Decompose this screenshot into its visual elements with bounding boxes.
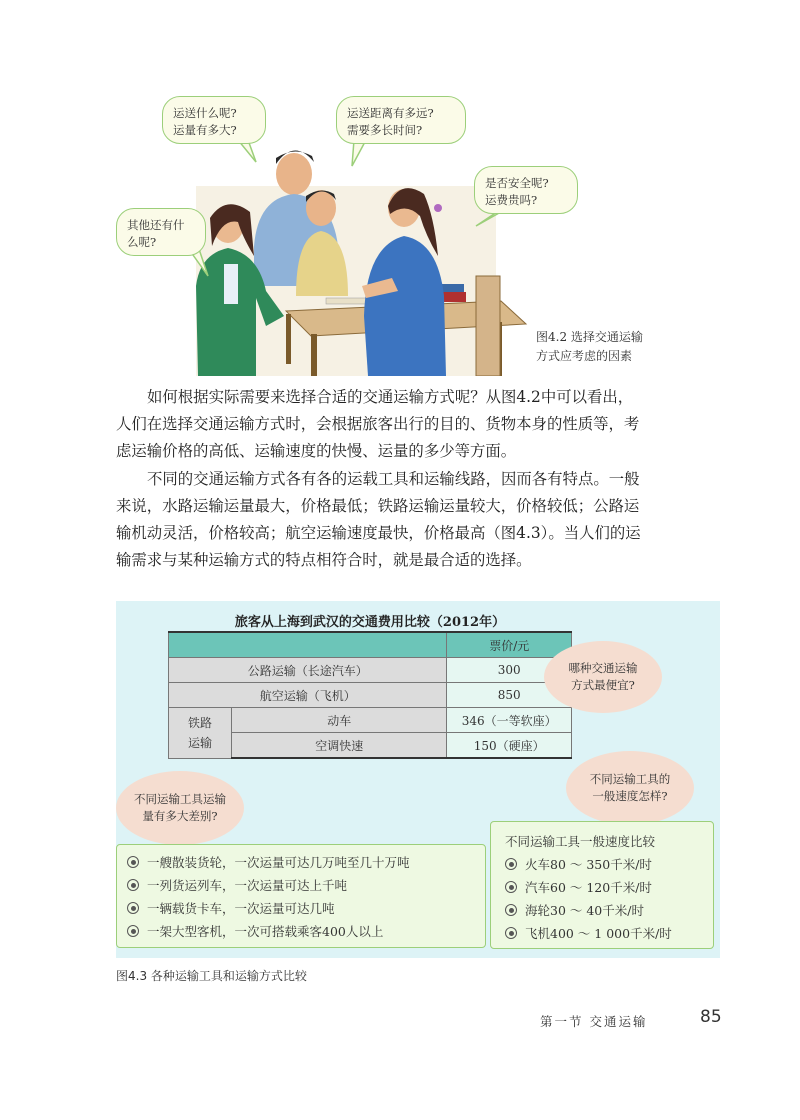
bullet-icon xyxy=(505,858,517,870)
paragraph-1 xyxy=(116,384,720,465)
list-item xyxy=(505,922,713,945)
bubble-text: 是否安全呢? xyxy=(485,176,549,190)
table-cell-label: 公路运输（长途汽车） xyxy=(169,658,447,683)
list-item xyxy=(505,853,713,876)
capacity-list-box xyxy=(116,844,486,948)
speech-bubble-distance xyxy=(336,96,466,144)
list-item-text: 飞机400 ～ 1 000千米/时 xyxy=(525,926,672,941)
text-line: 来说，水路运输运量最大，价格最低；铁路运输运量较大，价格较低；公路运 xyxy=(116,497,640,515)
speech-bubble-other xyxy=(116,208,206,256)
rail-group-text: 运输 xyxy=(187,735,212,750)
list-item xyxy=(505,899,713,922)
speech-bubble-safety xyxy=(474,166,578,214)
bubble-capacity xyxy=(116,771,244,845)
table-header-empty xyxy=(169,632,447,658)
bullet-icon xyxy=(505,904,517,916)
bubble-cheapest xyxy=(544,641,662,713)
bubble-text: 么呢? xyxy=(127,235,157,249)
text-line: 输机动灵活，价格较高；航空运输速度最快，价格最高（图4.3）。当人们的运 xyxy=(116,524,641,542)
text-line: 不同的交通运输方式各有各的运载工具和运输线路，因而各有特点。一般 xyxy=(147,470,640,488)
bullet-icon xyxy=(127,856,139,868)
list-item-text: 一艘散装货轮，一次运量可达几万吨至几十万吨 xyxy=(147,855,410,870)
bubble-text: 不同运输工具的 xyxy=(589,772,671,786)
list-item xyxy=(127,897,485,920)
bubble-text: 不同运输工具运输 xyxy=(134,792,226,806)
figure-4-3-caption: 图4.3 各种运输工具和运输方式比较 xyxy=(116,969,307,983)
table-row xyxy=(169,708,572,733)
bullet-icon xyxy=(505,927,517,939)
table-cell-price: 150（硬座） xyxy=(447,733,572,759)
list-item xyxy=(505,876,713,899)
bubble-text: 其他还有什 xyxy=(127,218,185,232)
list-item-text: 一架大型客机，一次可搭载乘客400人以上 xyxy=(147,924,384,939)
table-row xyxy=(169,658,572,683)
table-header-row xyxy=(169,632,572,658)
bubble-text: 运量有多大? xyxy=(173,123,237,137)
bubble-speed xyxy=(566,751,694,825)
caption-line: 图4.2 选择交通运输 xyxy=(536,330,643,344)
text-line: 人们在选择交通运输方式时，会根据旅客出行的目的、货物本身的性质等，考 xyxy=(116,415,640,433)
table-cell-price: 300 xyxy=(447,658,572,683)
rail-group-text: 铁路 xyxy=(187,715,212,730)
table-title: 旅客从上海到武汉的交通费用比较（2012年） xyxy=(234,615,506,630)
list-item-text: 汽车60 ～ 120千米/时 xyxy=(525,880,652,895)
text-line: 如何根据实际需要来选择合适的交通运输方式呢？从图4.2中可以看出， xyxy=(147,388,634,406)
bubble-text: 量有多大差别? xyxy=(142,809,218,823)
bubble-text: 运送距离有多远? xyxy=(347,106,434,120)
bubble-text: 运费贵吗? xyxy=(485,193,538,207)
list-item-text: 一列货运列车，一次运量可达上千吨 xyxy=(147,878,348,893)
table-cell-rail-group xyxy=(169,708,232,759)
table-cell-label: 航空运输（飞机） xyxy=(169,683,447,708)
caption-line: 方式应考虑的因素 xyxy=(536,349,633,363)
list-item-text: 火车80 ～ 350千米/时 xyxy=(525,857,652,872)
figure-4-2-caption xyxy=(536,328,643,366)
figure-4-3-panel xyxy=(116,601,720,958)
text-line: 虑运输价格的高低、运输速度的快慢、运量的多少等方面。 xyxy=(116,442,517,460)
list-item xyxy=(127,920,485,943)
list-item xyxy=(127,851,485,874)
speech-bubble-what-to-ship xyxy=(162,96,266,144)
page-number: 85 xyxy=(700,1007,722,1027)
list-item xyxy=(127,874,485,897)
running-footer-section: 第一节 交通运输 xyxy=(540,1014,648,1029)
speed-list-box xyxy=(490,821,714,949)
bubble-text: 哪种交通运输 xyxy=(568,661,638,675)
table-row xyxy=(169,683,572,708)
table-cell-label: 动车 xyxy=(232,708,447,733)
speed-box-title: 不同运输工具一般速度比较 xyxy=(505,834,656,849)
fare-comparison-table xyxy=(168,631,572,759)
list-item-text: 海轮30 ～ 40千米/时 xyxy=(525,903,644,918)
table-header-price: 票价/元 xyxy=(447,632,572,658)
bubble-text: 方式最便宜? xyxy=(571,678,635,692)
table-cell-price: 850 xyxy=(447,683,572,708)
bubble-text: 运送什么呢? xyxy=(173,106,237,120)
bullet-icon xyxy=(505,881,517,893)
table-cell-label: 空调快速 xyxy=(232,733,447,759)
list-item-text: 一辆载货卡车，一次运量可达几吨 xyxy=(147,901,335,916)
paragraph-2 xyxy=(116,466,720,574)
text-line: 输需求与某种运输方式的特点相符合时，就是最合适的选择。 xyxy=(116,551,532,569)
bullet-icon xyxy=(127,879,139,891)
bullet-icon xyxy=(127,902,139,914)
table-cell-price: 346（一等软座） xyxy=(447,708,572,733)
bubble-text: 一般速度怎样? xyxy=(592,789,668,803)
bullet-icon xyxy=(127,925,139,937)
bubble-text: 需要多长时间? xyxy=(347,123,423,137)
